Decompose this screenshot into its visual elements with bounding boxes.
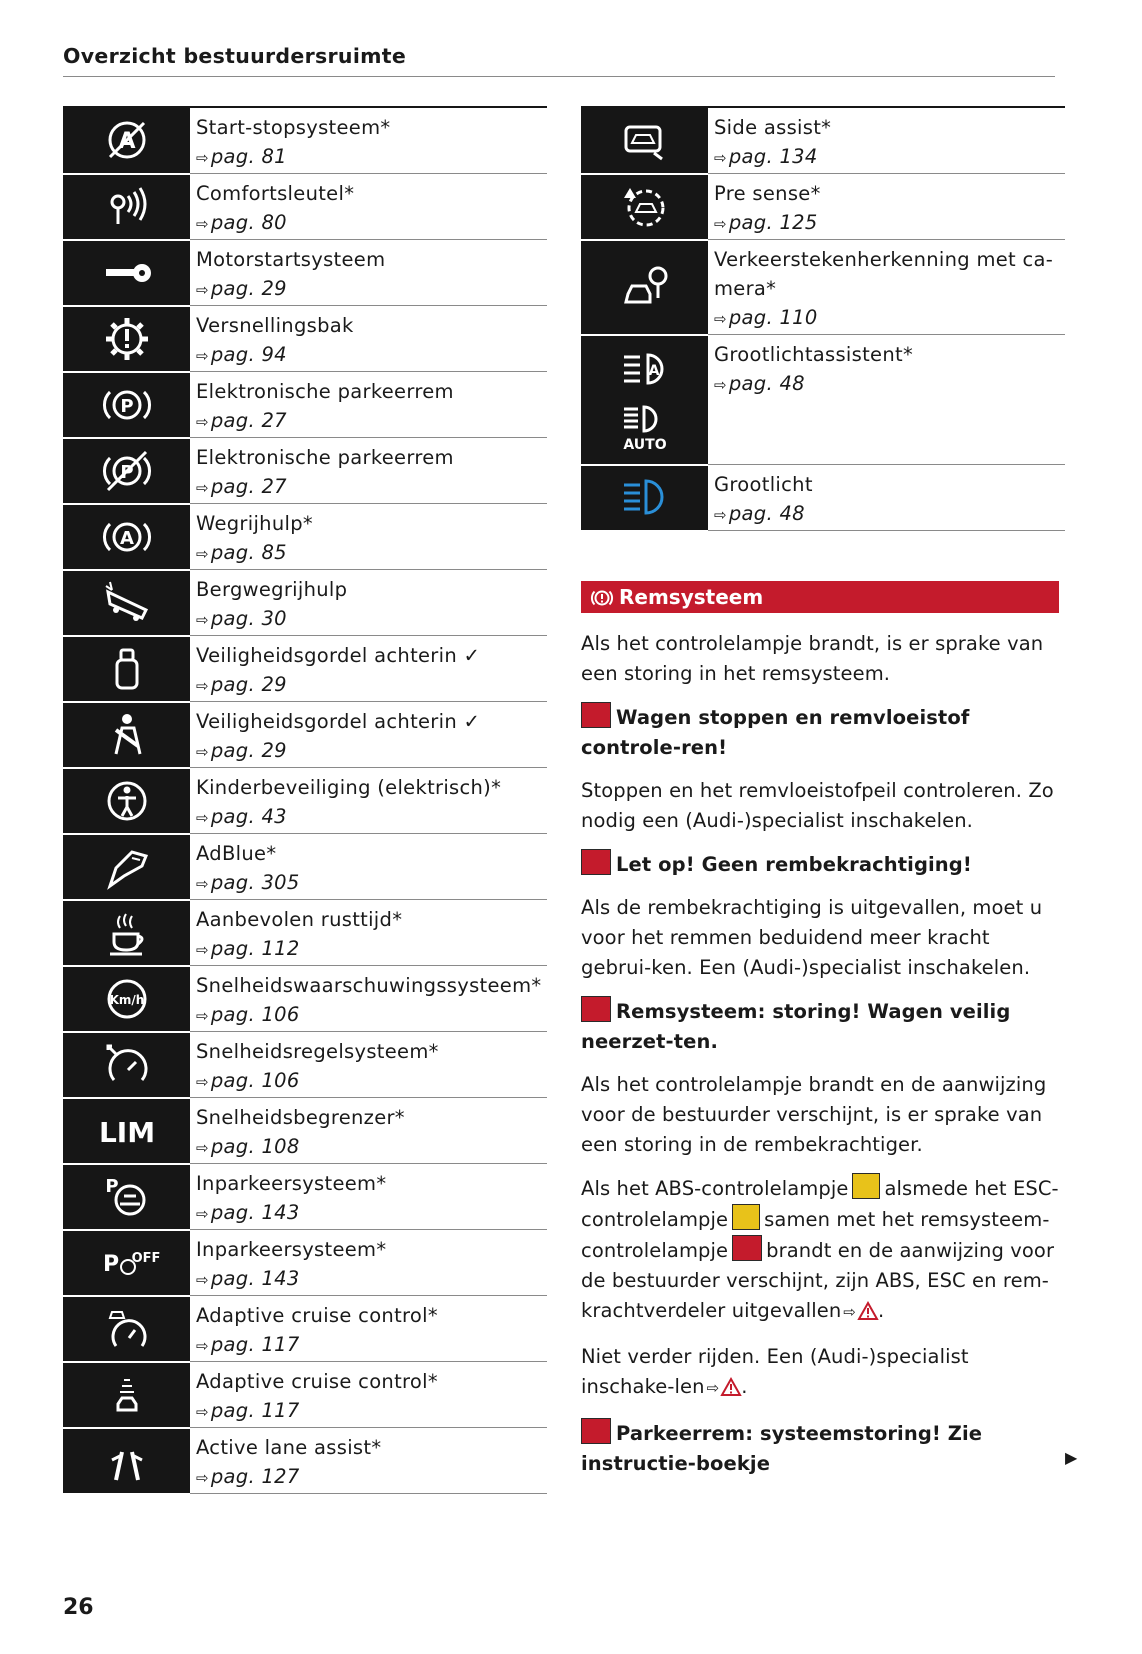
- section-title: Remsysteem: [619, 585, 764, 609]
- arrow-icon: ⇨: [714, 506, 727, 524]
- traffic-sign-icon: [581, 240, 708, 335]
- indicator-label: Elektronische parkeerrem: [196, 380, 454, 403]
- table-row: [63, 1428, 547, 1494]
- svg-text:A: A: [117, 129, 136, 155]
- parking-brake-off-icon: [63, 438, 190, 504]
- page-reference-link[interactable]: ⇨ pag. 117: [196, 1399, 300, 1422]
- table-row: [63, 1362, 547, 1428]
- svg-text:LIM: LIM: [98, 1115, 155, 1149]
- indicator-label: Start-stopsysteem*: [196, 116, 391, 139]
- brake-lamp-icon: [581, 1418, 611, 1444]
- rear-seat-icon: [63, 636, 190, 702]
- svg-text:P: P: [104, 1175, 119, 1197]
- header-divider: [63, 76, 1055, 77]
- table-row: [63, 966, 547, 1032]
- indicator-label-cont: mera*: [714, 277, 777, 300]
- adaptive-cruise-distance-icon: [63, 1362, 190, 1428]
- table-cell: [190, 1164, 547, 1230]
- hill-descent-icon: [63, 570, 190, 636]
- table-cell: [190, 1428, 547, 1494]
- svg-text:P: P: [119, 395, 134, 417]
- warning-heading: Remsysteem: storing! Wagen veilig neerzet-ten.: [581, 996, 1059, 1057]
- indicator-label: Grootlichtassistent*: [714, 343, 914, 366]
- page-reference-link[interactable]: ⇨ pag. 134: [714, 145, 818, 168]
- table-cell: [190, 306, 547, 372]
- gear-warning-icon: [63, 306, 190, 372]
- table-row: [63, 768, 547, 834]
- brake-lamp-icon: [581, 702, 611, 728]
- page-reference-link[interactable]: ⇨ pag. 106: [196, 1003, 300, 1026]
- brake-lamp-icon: [732, 1235, 762, 1261]
- page-reference-link[interactable]: ⇨ pag. 43: [196, 805, 287, 828]
- table-row: [63, 372, 547, 438]
- arrow-icon: ⇨: [196, 1271, 209, 1289]
- table-cell: [190, 702, 547, 768]
- arrow-icon: ⇨: [196, 1205, 209, 1223]
- table-cell: [190, 1230, 547, 1296]
- seatbelt-icon: [63, 702, 190, 768]
- arrow-icon: ⇨: [196, 611, 209, 629]
- table-row: [63, 702, 547, 768]
- page-reference-link[interactable]: ⇨ pag. 27: [196, 475, 287, 498]
- table-row: [63, 174, 547, 240]
- indicator-label: Snelheidsregelsysteem*: [196, 1040, 439, 1063]
- adblue-icon: [63, 834, 190, 900]
- page-reference-link[interactable]: ⇨ pag. 81: [196, 145, 287, 168]
- indicator-label: Snelheidsbegrenzer*: [196, 1106, 405, 1129]
- warning-heading: Wagen stoppen en remvloeistof controle-ren!: [581, 702, 1059, 763]
- arrow-icon: ⇨: [843, 1303, 856, 1321]
- table-cell: [190, 1098, 547, 1164]
- page-reference-link[interactable]: ⇨ pag. 29: [196, 739, 287, 762]
- page-reference-link[interactable]: ⇨ pag. 125: [714, 211, 818, 234]
- table-cell: [190, 900, 547, 966]
- table-row: [63, 240, 547, 306]
- cruise-control-icon: [63, 1032, 190, 1098]
- paragraph: Als het ABS-controlelampje alsmede het ESC-controlelampje samen met het remsysteem-controlelampje brandt en de aanwijzing voor de bestuurder verschijnt, zijn ABS, ESC en rem-krachtverdeler uitgevallen ⇨ .: [581, 1173, 1059, 1329]
- paragraph: Als het controlelampje brandt en de aanwijzing voor de bestuurder verschijnt, is er sprake van een storing in de rembekrachtiger.: [581, 1073, 1047, 1156]
- table-row: [581, 240, 1065, 335]
- esc-lamp-icon: [732, 1204, 760, 1230]
- table-cell: [190, 1362, 547, 1428]
- indicator-table-right: [581, 106, 1065, 532]
- table-cell: [190, 636, 547, 702]
- arrow-icon: ⇨: [714, 149, 727, 167]
- warning-heading: Parkeerrem: systeemstoring! Zie instructie-boekje: [581, 1418, 1059, 1479]
- table-row: [63, 900, 547, 966]
- park-assist-icon: [63, 1164, 190, 1230]
- table-row: [63, 1230, 547, 1296]
- table-row: [63, 1164, 547, 1230]
- coffee-cup-icon: [63, 900, 190, 966]
- arrow-icon: ⇨: [196, 875, 209, 893]
- section-heading-remsysteem: [581, 581, 1059, 613]
- key-signal-icon: [63, 174, 190, 240]
- table-row: [63, 570, 547, 636]
- table-row: [581, 107, 1065, 174]
- indicator-label: Aanbevolen rusttijd*: [196, 908, 403, 931]
- arrow-icon: ⇨: [196, 743, 209, 761]
- indicator-label: Grootlicht: [714, 473, 813, 496]
- indicator-label: Adaptive cruise control*: [196, 1370, 438, 1393]
- arrow-icon: ⇨: [714, 215, 727, 233]
- brake-lamp-icon: [581, 996, 611, 1022]
- arrow-icon: ⇨: [196, 479, 209, 497]
- table-row: [63, 636, 547, 702]
- indicator-label: Kinderbeveiliging (elektrisch)*: [196, 776, 502, 799]
- table-row: [63, 1098, 547, 1164]
- arrow-icon: ⇨: [196, 1073, 209, 1091]
- page-reference-link[interactable]: ⇨ pag. 110: [714, 306, 818, 329]
- arrow-icon: ⇨: [196, 1403, 209, 1421]
- page-reference-link[interactable]: ⇨ pag. 143: [196, 1267, 300, 1290]
- table-cell: [190, 174, 547, 240]
- table-cell: [190, 438, 547, 504]
- table-cell: [708, 240, 1065, 335]
- paragraph: Als het controlelampje brandt, is er sprake van een storing in het remsysteem.: [581, 632, 1044, 685]
- table-row: [581, 174, 1065, 240]
- page-reference-link[interactable]: ⇨ pag. 106: [196, 1069, 300, 1092]
- table-cell: [190, 966, 547, 1032]
- table-cell: [190, 107, 547, 174]
- indicator-label: Elektronische parkeerrem: [196, 446, 454, 469]
- arrow-icon: ⇨: [714, 310, 727, 328]
- arrow-icon: ⇨: [196, 677, 209, 695]
- table-cell: [708, 335, 1065, 465]
- table-cell: [708, 174, 1065, 240]
- table-row: [63, 107, 547, 174]
- arrow-icon: ⇨: [196, 1337, 209, 1355]
- arrow-icon: ⇨: [196, 281, 209, 299]
- svg-text:P: P: [102, 1251, 119, 1277]
- arrow-icon: ⇨: [706, 1379, 720, 1397]
- indicator-label: Comfortsleutel*: [196, 182, 355, 205]
- table-row: [63, 1296, 547, 1362]
- arrow-icon: ⇨: [196, 347, 209, 365]
- table-cell: [190, 768, 547, 834]
- pre-sense-icon: [581, 174, 708, 240]
- svg-text:A: A: [119, 527, 134, 549]
- paragraph: Niet verder rijden. Een (Audi-)specialist inschake-len ⇨ .: [581, 1342, 1059, 1405]
- page-reference-link[interactable]: ⇨ pag. 94: [196, 343, 287, 366]
- arrow-icon: ⇨: [196, 545, 209, 563]
- indicator-label: Wegrijhulp*: [196, 512, 313, 535]
- child-lock-icon: [63, 768, 190, 834]
- table-row: [63, 438, 547, 504]
- arrow-icon: ⇨: [196, 149, 209, 167]
- abs-lamp-icon: [852, 1173, 880, 1199]
- key-icon: [63, 240, 190, 306]
- brake-lamp-icon: [581, 849, 611, 875]
- speed-limiter-icon: [63, 1098, 190, 1164]
- indicator-label: Versnellingsbak: [196, 314, 354, 337]
- indicator-label: Veiligheidsgordel achterin ✓: [196, 644, 481, 667]
- indicator-label: Inparkeersysteem*: [196, 1172, 387, 1195]
- arrow-icon: ⇨: [196, 1007, 209, 1025]
- svg-text:Km/h: Km/h: [109, 992, 144, 1007]
- table-cell: [708, 107, 1065, 174]
- paragraph: Als de rembekrachtiging is uitgevallen, moet u voor het remmen beduidend meer kracht gebrui-ken. Een (Audi-)specialist inschakelen.: [581, 896, 1043, 979]
- page-reference-link[interactable]: ⇨ pag. 80: [196, 211, 287, 234]
- page-header: Overzicht bestuurdersruimte: [63, 44, 407, 68]
- arrow-icon: ⇨: [196, 215, 209, 233]
- paragraph: Stoppen en het remvloeistofpeil controleren. Zo nodig een (Audi-)specialist inschakelen.: [581, 779, 1054, 832]
- page-reference-link[interactable]: ⇨ pag. 85: [196, 541, 287, 564]
- table-row: [581, 335, 1065, 465]
- table-row: [63, 1032, 547, 1098]
- speed-warning-icon: [63, 966, 190, 1032]
- page-reference-link[interactable]: ⇨ pag. 127: [196, 1465, 300, 1488]
- arrow-icon: ⇨: [196, 413, 209, 431]
- table-cell: [190, 504, 547, 570]
- page-reference-link[interactable]: ⇨ pag. 112: [196, 937, 300, 960]
- indicator-label: Active lane assist*: [196, 1436, 382, 1459]
- svg-text:AUTO: AUTO: [622, 436, 667, 453]
- page-reference-link[interactable]: ⇨ pag. 48: [714, 502, 805, 525]
- arrow-icon: ⇨: [196, 941, 209, 959]
- table-cell: [190, 1032, 547, 1098]
- page-reference-link[interactable]: ⇨ pag. 143: [196, 1201, 300, 1224]
- arrow-icon: ⇨: [196, 1469, 209, 1487]
- table-cell: [190, 372, 547, 438]
- svg-text:OFF: OFF: [131, 1250, 160, 1266]
- indicator-label: Bergwegrijhulp: [196, 578, 348, 601]
- table-cell: [190, 834, 547, 900]
- table-cell: [190, 240, 547, 306]
- indicator-label: Side assist*: [714, 116, 832, 139]
- indicator-label: Inparkeersysteem*: [196, 1238, 387, 1261]
- indicator-label: Pre sense*: [714, 182, 821, 205]
- indicator-table-left: [63, 106, 547, 1495]
- indicator-label: Veiligheidsgordel achterin ✓: [196, 710, 481, 733]
- warning-heading: Let op! Geen rembekrachtiging!: [581, 849, 1059, 880]
- section-body: [581, 629, 1059, 1492]
- page-reference-link[interactable]: ⇨ pag. 108: [196, 1135, 300, 1158]
- park-assist-off-icon: [63, 1230, 190, 1296]
- indicator-label: AdBlue*: [196, 842, 277, 865]
- page-reference-link[interactable]: ⇨ pag. 305: [196, 871, 300, 894]
- adaptive-cruise-icon: [63, 1296, 190, 1362]
- brake-warning-icon: [591, 585, 613, 617]
- svg-text:A: A: [648, 362, 659, 379]
- start-stop-icon: [63, 107, 190, 174]
- high-beam-icon: [581, 465, 708, 531]
- page-reference-link[interactable]: ⇨ pag. 30: [196, 607, 287, 630]
- table-row: [63, 306, 547, 372]
- parking-brake-icon: [63, 372, 190, 438]
- svg-text:P: P: [119, 461, 134, 483]
- table-row: [63, 504, 547, 570]
- arrow-icon: ⇨: [714, 376, 727, 394]
- warning-triangle-icon[interactable]: [721, 1375, 741, 1405]
- indicator-label: Motorstartsysteem: [196, 248, 386, 271]
- table-cell: [190, 1296, 547, 1362]
- table-row: [581, 465, 1065, 531]
- arrow-icon: ⇨: [196, 809, 209, 827]
- indicator-label: Adaptive cruise control*: [196, 1304, 438, 1327]
- hold-assist-icon: [63, 504, 190, 570]
- side-assist-icon: [581, 107, 708, 174]
- warning-triangle-icon[interactable]: [858, 1299, 878, 1329]
- page-reference-link[interactable]: ⇨ pag. 117: [196, 1333, 300, 1356]
- page-reference-link[interactable]: ⇨ pag. 29: [196, 277, 287, 300]
- indicator-label: Snelheidswaarschuwingssysteem*: [196, 974, 542, 997]
- page-reference-link[interactable]: ⇨ pag. 48: [714, 372, 805, 395]
- high-beam-assist-icon: [581, 335, 708, 465]
- page-number: 26: [63, 1595, 94, 1620]
- table-cell: [708, 465, 1065, 531]
- table-cell: [190, 570, 547, 636]
- continue-arrow-icon: ▶: [1065, 1448, 1078, 1467]
- page-reference-link[interactable]: ⇨ pag. 27: [196, 409, 287, 432]
- table-row: [63, 834, 547, 900]
- lane-assist-icon: [63, 1428, 190, 1494]
- page-reference-link[interactable]: ⇨ pag. 29: [196, 673, 287, 696]
- arrow-icon: ⇨: [196, 1139, 209, 1157]
- indicator-label: Verkeerstekenherkenning met ca-: [714, 248, 1054, 271]
